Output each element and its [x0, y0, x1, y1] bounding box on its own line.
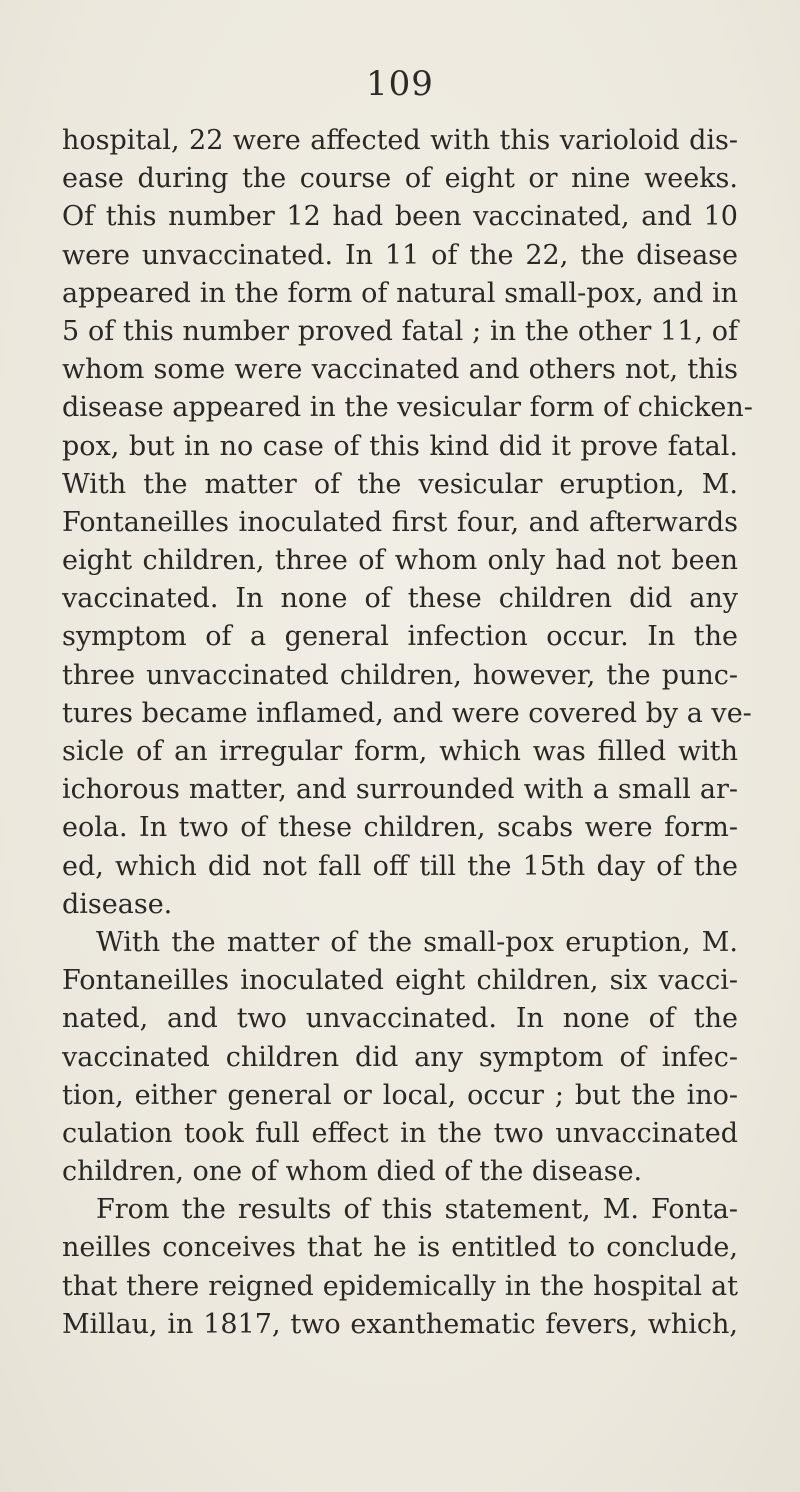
text-line: ed, which did not fall off till the 15th day of the [62, 850, 738, 882]
text-line: that there reigned epidemically in the hospital at [62, 1270, 738, 1302]
text-line: eight children, three of whom only had not been [62, 545, 738, 577]
text-line: whom some were vaccinated and others not, this [62, 354, 738, 386]
text-line: neilles conceives that he is entitled to conclude, [62, 1232, 738, 1264]
body-text [62, 122, 753, 1344]
text-line: Fontaneilles inoculated eight children, six vacci- [62, 965, 738, 997]
text-line: sicle of an irregular form, which was filled with [62, 736, 738, 767]
text-line: vaccinated children did any symptom of infec- [62, 1041, 738, 1073]
text-line: three unvaccinated children, however, the punc- [62, 659, 738, 691]
text-line: From the results of this statement, M. Fonta- [96, 1194, 738, 1226]
text-line: hospital, 22 were affected with this varioloid dis- [62, 125, 738, 156]
text-line: Of this number 12 had been vaccinated, and 10 [62, 201, 738, 233]
text-line: Fontaneilles inoculated first four, and afterwards [62, 506, 738, 538]
text-line: Millau, in 1817, two exanthematic fevers, which, [62, 1308, 738, 1340]
text-line: eola. In two of these children, scabs were form- [62, 812, 738, 844]
text-line: 5 of this number proved fatal ; in the other 11, of [62, 315, 738, 347]
text-line: were unvaccinated. In 11 of the 22, the disease [62, 239, 738, 271]
page-number: 109 [366, 64, 434, 104]
text-line: ichorous matter, and surrounded with a small ar- [62, 774, 738, 806]
text-line: nated, and two unvaccinated. In none of the [62, 1003, 738, 1035]
text-line: pox, but in no case of this kind did it prove fatal. [62, 430, 738, 462]
text-line: With the matter of the small-pox eruption, M. [96, 926, 738, 958]
text-line: children, one of whom died of the disease. [62, 1156, 643, 1188]
text-line: symptom of a general infection occur. In the [62, 621, 738, 653]
text-line: disease. [62, 888, 173, 920]
text-line: With the matter of the vesicular eruption, M. [62, 468, 738, 500]
text-line: appeared in the form of natural small-pox, and in [62, 277, 738, 309]
text-line: ease during the course of eight or nine weeks. [62, 163, 738, 195]
text-line: disease appeared in the vesicular form of chicken- [62, 392, 753, 424]
text-line: tion, either general or local, occur ; but the ino- [62, 1079, 738, 1111]
text-line: vaccinated. In none of these children did any [62, 583, 738, 615]
text-line: tures became inflamed, and were covered by a ve- [62, 697, 752, 729]
text-line: culation took full effect in the two unvaccinated [62, 1117, 738, 1149]
